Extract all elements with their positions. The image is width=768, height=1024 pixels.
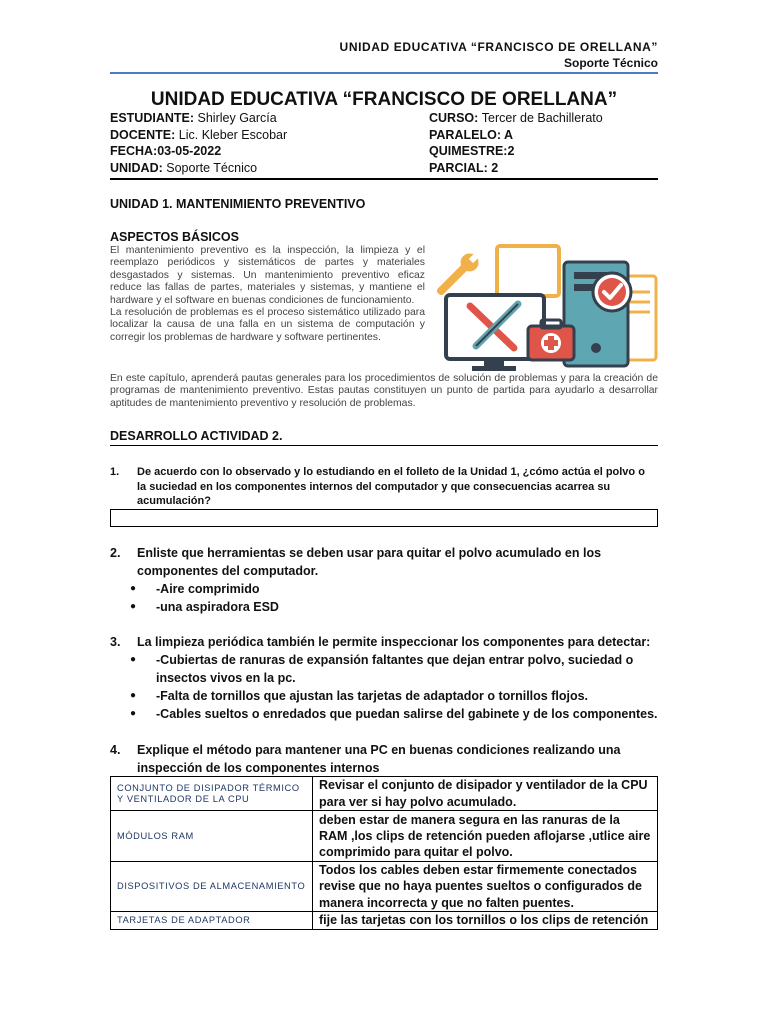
header-subject: Soporte Técnico — [563, 56, 658, 70]
estudiante-value: Shirley García — [197, 111, 277, 125]
student-info — [110, 111, 658, 177]
estudiante-label: ESTUDIANTE: — [110, 111, 195, 125]
table-cell-description: fije las tarjetas con los tornillos o los clips de retención — [313, 911, 658, 929]
list-item — [130, 580, 658, 598]
header-school: UNIDAD EDUCATIVA “FRANCISCO DE ORELLANA” — [339, 40, 658, 54]
answer-box[interactable] — [110, 509, 658, 527]
list-item — [130, 651, 658, 687]
monitor-outline-back — [497, 246, 559, 296]
unidad-field — [110, 161, 257, 175]
curso-label: CURSO: — [429, 111, 479, 125]
first-aid-kit-icon — [528, 320, 574, 360]
list-item-text: -Aire comprimido — [156, 582, 260, 596]
maintenance-illustration — [432, 240, 662, 372]
paragraph: La resolución de problemas es el proceso sistemático utilizado para localizar la causa de una falla en un sistema de computación y corregir los problemas de hardware y software pertinentes. — [110, 307, 425, 343]
table-cell-component: DISPOSITIVOS DE ALMACENAMIENTO — [111, 862, 313, 912]
table-row — [111, 862, 658, 912]
parcial-field: PARCIAL: 2 — [429, 160, 499, 175]
table-row — [111, 777, 658, 811]
curso-value: Tercer de Bachillerato — [481, 111, 603, 125]
docente-label: DOCENTE: — [110, 127, 176, 142]
quimestre-field: QUIMESTRE:2 — [429, 144, 515, 158]
table-cell-description: Revisar el conjunto de disipador y ventilador de la CPU para ver si hay polvo acumulado. — [313, 777, 658, 811]
question-number: 1. — [110, 466, 120, 478]
list-item — [130, 687, 658, 705]
info-divider — [110, 178, 658, 180]
header-rule — [110, 72, 658, 74]
components-table — [110, 776, 658, 930]
table-cell-description: deben estar de manera segura en las ranuras de la RAM ,los clips de retención pueden aflojarse ,utlice aire comprimido para quitar el polvo. — [313, 811, 658, 862]
info-row — [110, 111, 658, 128]
fecha-field: FECHA:03-05-2022 — [110, 144, 222, 158]
list-item-text: -una aspiradora ESD — [156, 600, 279, 614]
paragraph: El mantenimiento preventivo es la inspección, la limpieza y el reemplazo periódicos y sistemáticos de partes y materiales desgastados y sistemas. Un mantenimiento preventivo eficaz reduce las fallas de partes, materiales y sistemas, y mantiene el hardware y el software en buenas condiciones de funcionamiento. — [110, 245, 425, 306]
question-number: 2. — [110, 546, 121, 560]
unidad-label: UNIDAD: — [110, 160, 163, 175]
bullet-icon: ● — [130, 583, 137, 594]
info-row — [110, 161, 658, 178]
bullet-icon: ● — [130, 690, 137, 701]
unidad-value: Soporte Técnico — [166, 160, 258, 175]
list-item — [130, 705, 658, 723]
question-number: 3. — [110, 635, 121, 649]
question-text: De acuerdo con lo observado y lo estudiando en el folleto de la Unidad 1, ¿cómo actúa el polvo o la suciedad en los componentes internos del computador y que consecuencias acarrea su acumulación? — [137, 466, 645, 507]
aspectos-text — [110, 245, 425, 344]
table-cell-component: TARJETAS DE ADAPTADOR — [111, 911, 313, 929]
tools-list — [130, 580, 658, 616]
table-cell-component: MÓDULOS RAM — [111, 811, 313, 862]
checkmark-icon — [593, 273, 631, 311]
info-row — [110, 144, 658, 161]
list-item — [130, 598, 658, 616]
question-text: Enliste que herramientas se deben usar para quitar el polvo acumulado en los componentes del computador. — [137, 546, 602, 578]
bullet-icon: ● — [130, 601, 137, 612]
list-item-text: -Cubiertas de ranuras de expansión faltantes que dejan entrar polvo, suciedad o insectos vivos en la pc. — [156, 653, 634, 685]
list-item-text: -Falta de tornillos que ajustan las tarjetas de adaptador o tornillos flojos. — [156, 689, 589, 703]
docente-value: Lic. Kleber Escobar — [178, 127, 288, 142]
unit-title: UNIDAD 1. MANTENIMIENTO PREVENTIVO — [110, 197, 366, 211]
estudiante-field — [110, 111, 277, 125]
question-text: Explique el método para mantener una PC en buenas condiciones realizando una inspección de los componentes internos — [137, 743, 621, 775]
inspection-list — [130, 651, 658, 723]
list-item-text: -Cables sueltos o enredados que puedan salirse del gabinete y de los componentes. — [156, 707, 658, 721]
page-title: UNIDAD EDUCATIVA “FRANCISCO DE ORELLANA” — [150, 89, 618, 110]
bullet-icon: ● — [130, 708, 137, 719]
docente-field — [110, 128, 287, 142]
bullet-icon: ● — [130, 654, 137, 665]
table-row — [111, 811, 658, 862]
aspectos-closing: En este capítulo, aprenderá pautas generales para los procedimientos de solución de problemas y para la creación de programas de mantenimiento preventivo. Estas pautas constituyen un punto de partida para ayudarlo a desarrollar aptitudes de mantenimiento preventivo y resolución de problemas. — [110, 373, 658, 409]
wrench-icon — [432, 248, 484, 300]
info-row — [110, 128, 658, 145]
desarrollo-heading: DESARROLLO ACTIVIDAD 2. — [110, 429, 283, 443]
table-cell-description: Todos los cables deben estar firmemente conectados revise que no haya puentes sueltos o configurados de manera incorrecta y que no falten puentes. — [313, 862, 658, 912]
table-cell-component: CONJUNTO DE DISIPADOR TÉRMICO Y VENTILADOR DE LA CPU — [111, 777, 313, 811]
question-number: 4. — [110, 743, 121, 757]
aspectos-heading: ASPECTOS BÁSICOS — [110, 230, 239, 244]
table-row — [111, 911, 658, 929]
curso-field — [429, 111, 603, 125]
paralelo-field: PARALELO: A — [429, 127, 514, 142]
question-text: La limpieza periódica también le permite inspeccionar los componentes para detectar: — [137, 635, 651, 649]
desarrollo-divider — [110, 445, 658, 446]
